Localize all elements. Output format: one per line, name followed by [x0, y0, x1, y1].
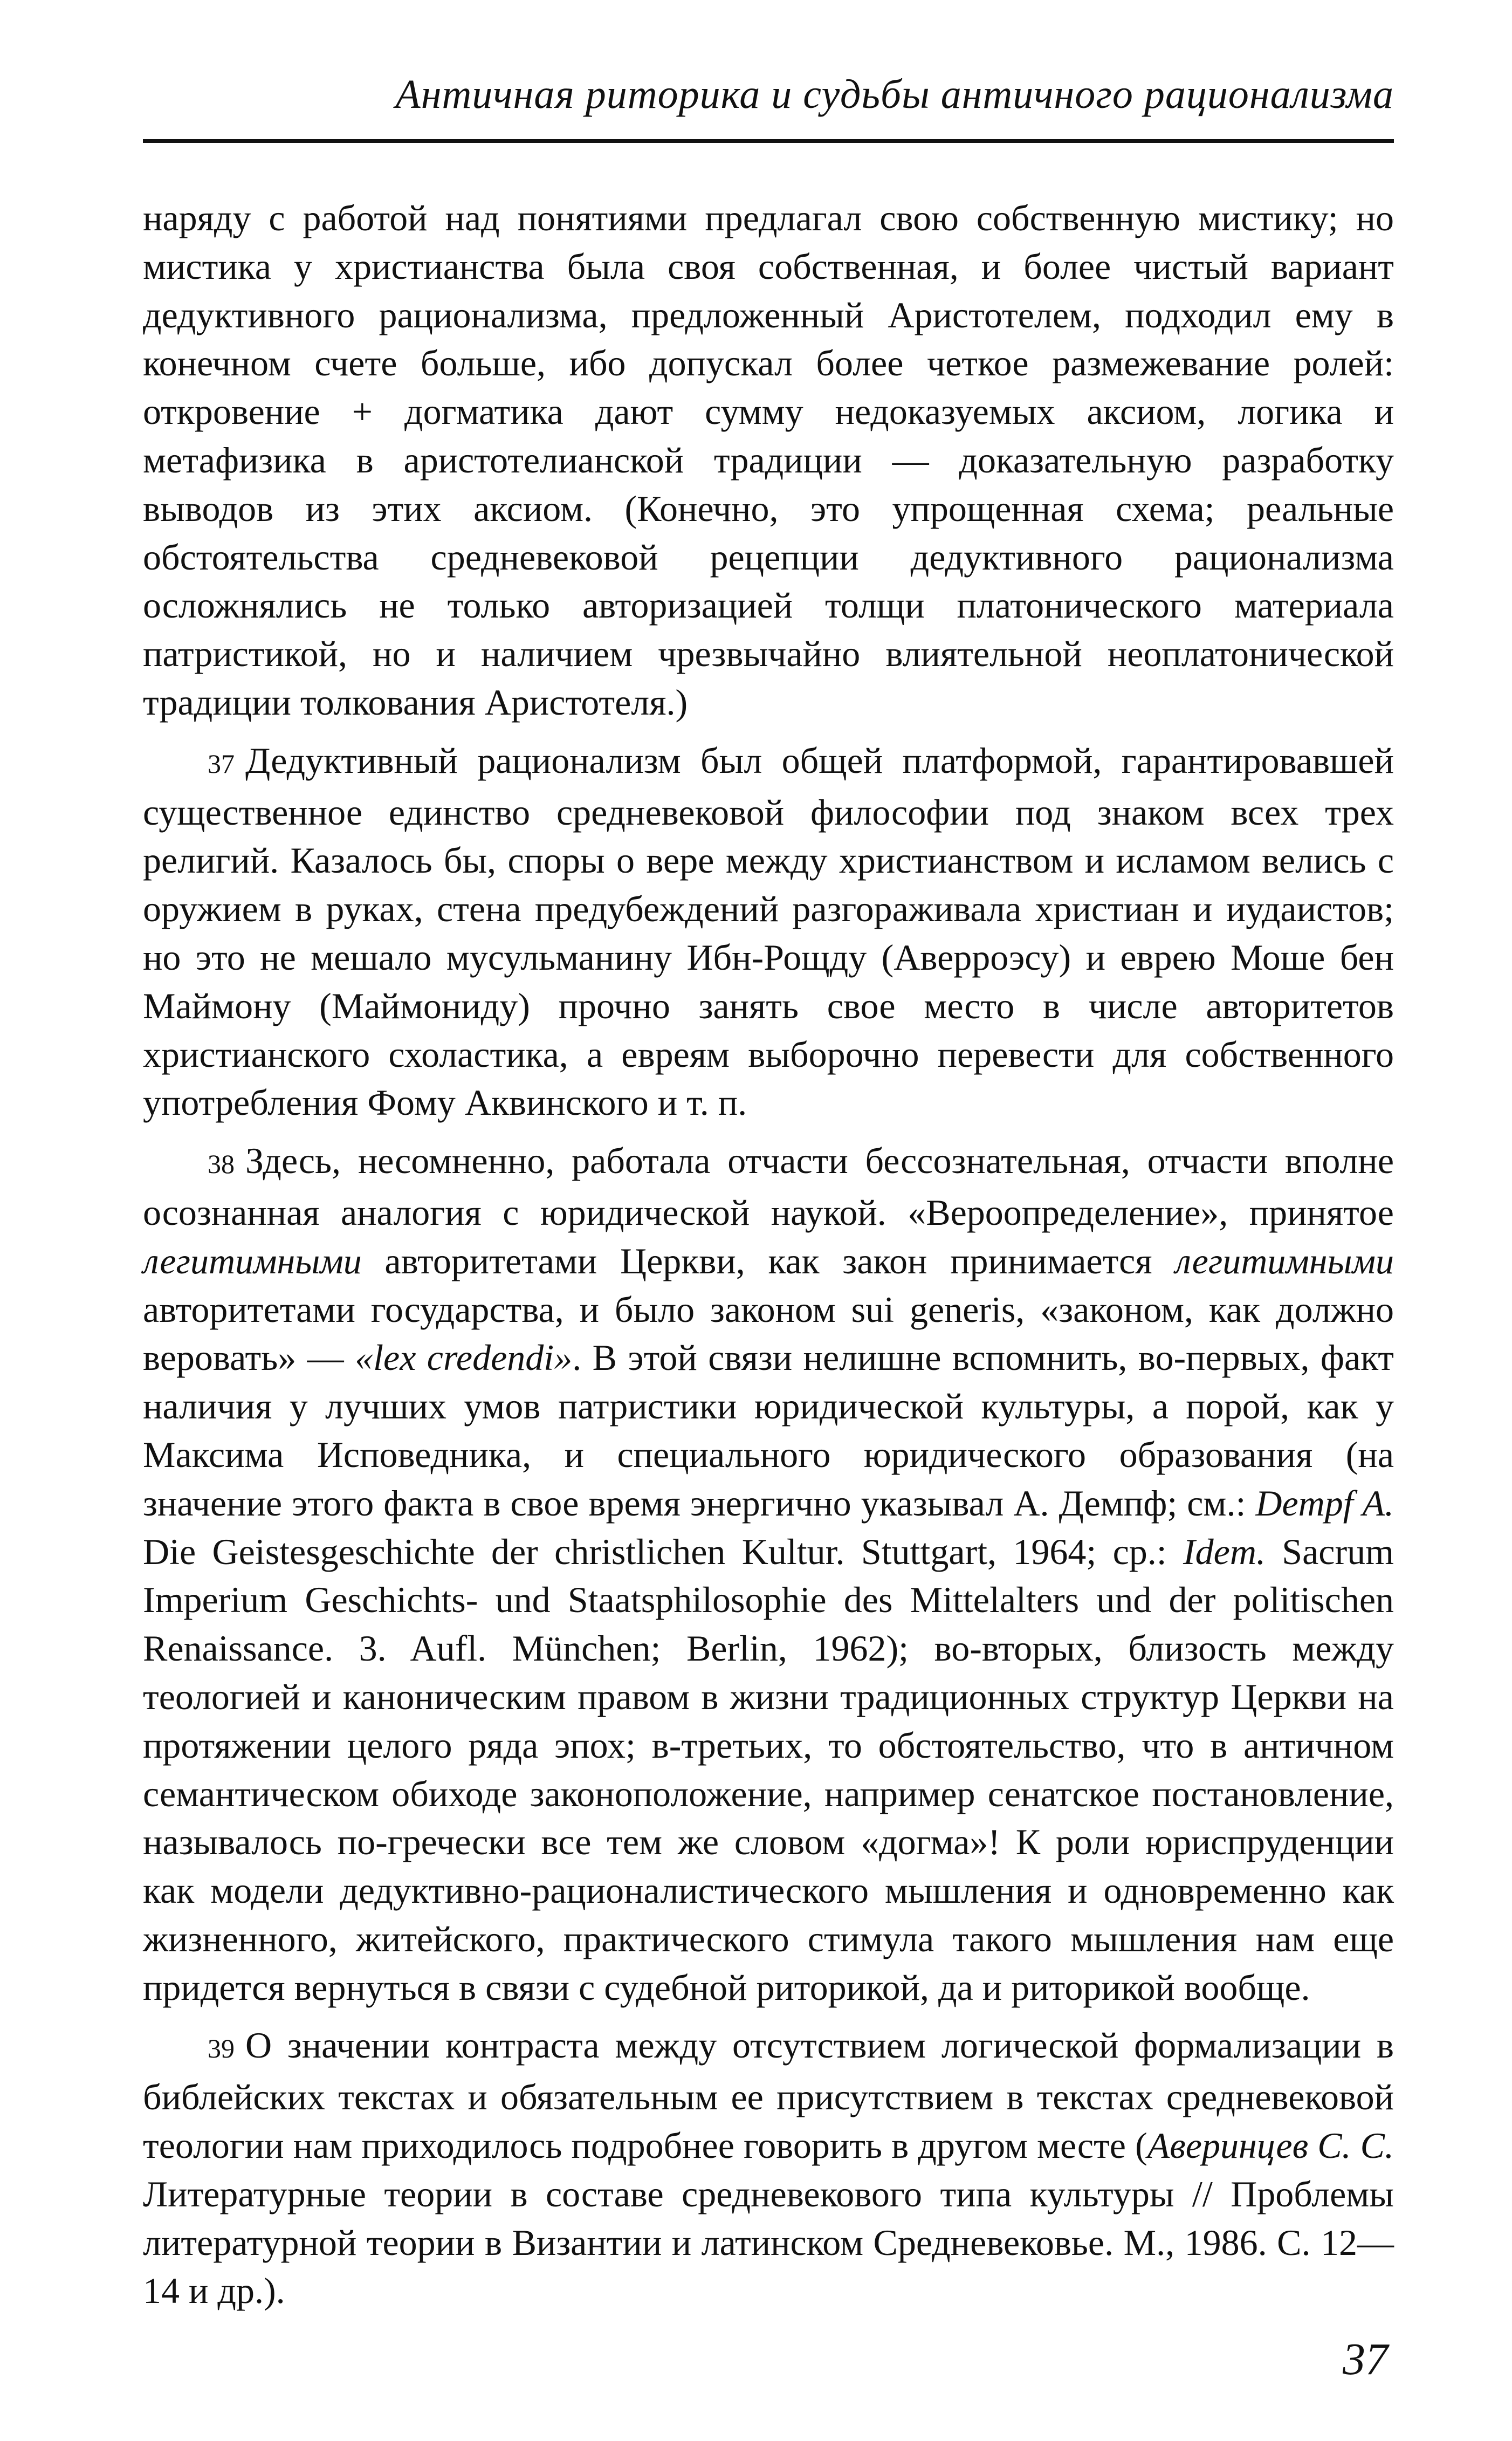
author-citation: Аверинцев С. С. [1147, 2125, 1394, 2166]
latin-term: «lex credendi» [355, 1337, 573, 1379]
text-run: Die Geistesgeschichte der christlichen Kultur. Stuttgart, 1964; ср.: [143, 1531, 1184, 1572]
text-run: Дедуктивный рационализм был общей платформой, гарантировавшей существенное единство средневековой философии под знаком всех трех религий. Казалось бы, споры о вере между христианством и исламом велись с оружием в руках, стена предубеждений разгораживала христиан и иудаистов; но это не мешало мусульманину Ибн-Рощду (Аверроэсу) и еврею Моше бен Маймону (Маймониду) прочно занять свое место в числе авторитетов христианского схоластика, а евреям выборочно перевести для собственного употребления Фому Аквинского и т. п. [143, 739, 1394, 1123]
text-run: авторитетами Церкви, как закон принимается [361, 1240, 1176, 1281]
text-run: наряду с работой над понятиями предлагал свою собственную мистику; но мистика у христианства была своя собственная, и более чистый вариант дедуктивного рационализма, предложенный Аристотелем, подходил ему в конечном счете больше, ибо допускал более четкое размежевание ролей: откровение + догматика дают сумму недоказуемых аксиом, логика и метафизика в аристотелианской традиции — доказательную разработку выводов из этих аксиом. (Конечно, это упрощенная схема; реальные обстоятельства средневековой рецепции дедуктивного рационализма осложнялись не только авторизацией толщи платонического материала патристикой, но и наличием чрезвычайно влиятельной неоплатонической традиции толкования Аристотеля.) [143, 197, 1394, 723]
continued-note-paragraph [143, 194, 1394, 727]
running-head: Античная риторика и судьбы античного рационализма [395, 72, 1394, 117]
note-number: 37 [208, 748, 235, 779]
author-citation: Idem. [1183, 1531, 1266, 1572]
emphasis: легитимными [1175, 1240, 1394, 1281]
text-run: . В этой связи нелишне вспомнить, во-первых, факт наличия у лучших умов патристики юридической культуры, а порой, как у Максима Исповедника, и специального юридического образования (на значение этого факта в свое время энергично указывал А. Демпф; см.: [143, 1337, 1394, 1524]
text-run: Литературные теории в составе средневекового типа культуры // Проблемы литературной теории в Византии и латинском Средневековье. М., 1986. С. 12—14 и др.). [143, 2173, 1394, 2312]
text-run: авторитетами государства, и было законом sui generis, «законом, как должно веровать» — [143, 1288, 1394, 1379]
notes-text [143, 194, 1394, 2315]
note-37 [143, 737, 1394, 1127]
note-number: 38 [208, 1149, 235, 1180]
text-run: Sacrum Imperium Geschichts- und Staatsphilosophie des Mittelalters und der politischen Renaissance. 3. Aufl. München; Berlin, 1962); во-вторых, близость между теологией и каноническим правом в жизни традиционных структур Церкви на протяжении целого ряда эпох; в-третьих, то обстоятельство, что в античном семантическом обиходе законоположение, например сенатское постановление, называлось по-гречески все тем же словом «догма»! К роли юриспруденции как модели дедуктивно-рационалистического мышления и одновременно как жизненного, житейского, практического стимула такого мышления нам еще придется вернуться в связи с судебной риторикой, да и риторикой вообще. [143, 1531, 1394, 2008]
note-38 [143, 1137, 1394, 2012]
note-number: 39 [208, 2033, 235, 2064]
text-run: Здесь, несомненно, работала отчасти бессознательная, отчасти вполне осознанная аналогия с юридической наукой. «Вероопределение», принятое [143, 1140, 1394, 1233]
emphasis: легитимными [143, 1240, 362, 1281]
note-39 [143, 2021, 1394, 2315]
author-citation: Dempf A. [1255, 1482, 1394, 1524]
header-rule [143, 139, 1394, 143]
page-number: 37 [1343, 2334, 1388, 2384]
text-run: О значении контраста между отсутствием логической формализации в библейских текстах и обязательным ее присутствием в текстах средневековой теологии нам приходилось подробнее говорить в другом месте ( [143, 2025, 1394, 2166]
